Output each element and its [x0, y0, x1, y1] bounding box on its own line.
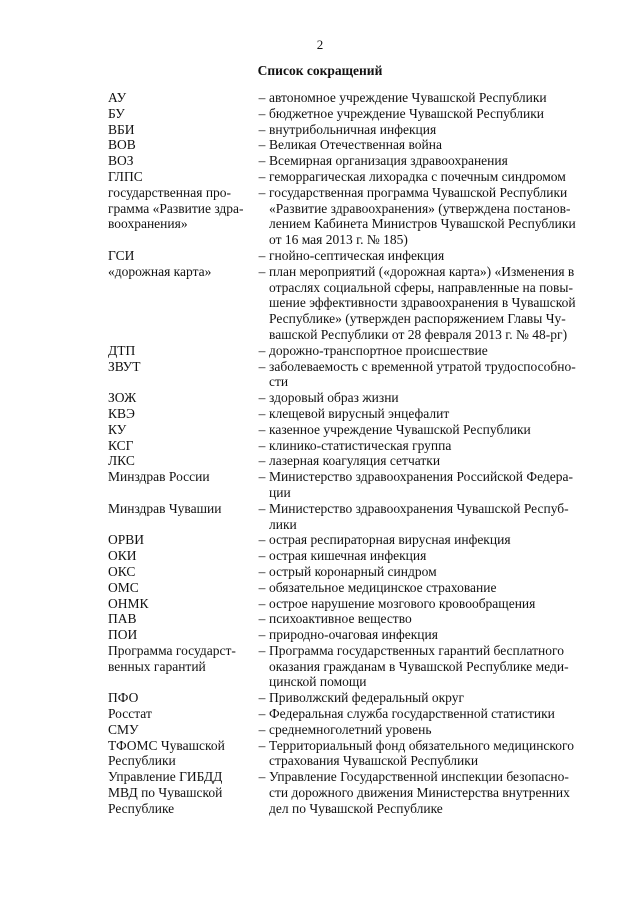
abbreviation-row: [108, 627, 598, 643]
abbreviation-term: Минздрав Чувашии: [108, 500, 222, 516]
abbreviation-term: ОРВИ: [108, 532, 145, 548]
dash-separator: –: [258, 105, 266, 121]
abbreviation-row: [108, 422, 598, 438]
dash-separator: –: [258, 469, 266, 485]
abbreviation-term: ДТП: [108, 342, 136, 358]
abbreviation-definition: Всемирная организация здравоохранения: [269, 153, 508, 169]
dash-separator: –: [258, 627, 266, 643]
dash-separator: –: [258, 390, 266, 406]
abbreviation-term: КСГ: [108, 437, 134, 453]
abbreviation-row: [108, 343, 598, 359]
abbreviation-definition: Министерство здравоохранения Российской Федера- ции: [269, 469, 573, 500]
page-number: 2: [316, 37, 324, 52]
abbreviation-definition: природно-очаговая инфекция: [269, 627, 438, 643]
abbreviation-definition: геморрагическая лихорадка с почечным синдромом: [269, 168, 566, 184]
abbreviation-term: ЛКС: [108, 453, 135, 469]
abbreviation-term: ВБИ: [108, 121, 135, 137]
dash-separator: –: [258, 184, 266, 200]
abbreviation-term: ЗВУТ: [108, 358, 141, 374]
abbreviation-row: [108, 501, 598, 533]
dash-separator: –: [258, 137, 266, 153]
abbreviation-row: [108, 548, 598, 564]
abbreviation-term: ТФОМС Чувашской Республики: [108, 737, 225, 769]
abbreviation-term: СМУ: [108, 721, 139, 737]
abbreviation-row: [108, 532, 598, 548]
abbreviation-definition: план мероприятий («дорожная карта») «Изменения в отраслях социальной сферы, направленные на повы- шение эффективности здравоохранения в Чувашской Республике» (утвержден распоряжением Главы Чу- вашской Республики от 28 февраля 2013 г. № 48-рг): [269, 263, 576, 342]
abbreviation-row: [108, 106, 598, 122]
abbreviation-list: [108, 90, 598, 817]
abbreviation-row: [108, 769, 598, 816]
abbreviation-term: ОКИ: [108, 548, 137, 564]
dash-separator: –: [258, 721, 266, 737]
abbreviation-definition: острый коронарный синдром: [269, 563, 437, 579]
abbreviation-row: [108, 643, 598, 690]
abbreviation-term: Программа государст- венных гарантий: [108, 642, 236, 674]
abbreviation-term: Минздрав России: [108, 469, 210, 485]
abbreviation-term: ВОВ: [108, 137, 136, 153]
abbreviation-term: ГЛПС: [108, 168, 143, 184]
dash-separator: –: [258, 548, 266, 564]
dash-separator: –: [258, 153, 266, 169]
abbreviation-term: КВЭ: [108, 405, 135, 421]
abbreviation-row: [108, 722, 598, 738]
abbreviation-row: [108, 738, 598, 770]
dash-separator: –: [258, 611, 266, 627]
dash-separator: –: [258, 563, 266, 579]
abbreviation-definition: обязательное медицинское страхование: [269, 579, 497, 595]
abbreviation-term: ЗОЖ: [108, 390, 137, 406]
dash-separator: –: [258, 263, 266, 279]
abbreviation-definition: среднемноголетний уровень: [269, 721, 432, 737]
abbreviation-row: [108, 137, 598, 153]
dash-separator: –: [258, 737, 266, 753]
abbreviation-row: [108, 185, 598, 248]
abbreviation-definition: Управление Государственной инспекции безопасно- сти дорожного движения Министерства внутренних дел по Чувашской Республике: [269, 769, 570, 816]
dash-separator: –: [258, 453, 266, 469]
abbreviation-term: КУ: [108, 421, 127, 437]
abbreviation-term: БУ: [108, 105, 125, 121]
dash-separator: –: [258, 168, 266, 184]
abbreviation-row: [108, 596, 598, 612]
abbreviation-term: «дорожная карта»: [108, 263, 212, 279]
abbreviation-definition: внутрибольничная инфекция: [269, 121, 437, 137]
abbreviation-definition: бюджетное учреждение Чувашской Республики: [269, 105, 545, 121]
abbreviation-definition: автономное учреждение Чувашской Республики: [269, 90, 547, 105]
abbreviation-definition: Территориальный фонд обязательного медицинского страхования Чувашской Республики: [269, 737, 575, 769]
abbreviation-term: ОКС: [108, 563, 136, 579]
abbreviation-row: [108, 90, 598, 106]
dash-separator: –: [258, 358, 266, 374]
abbreviation-term: ОНМК: [108, 595, 149, 611]
abbreviation-definition: Федеральная служба государственной статистики: [269, 706, 555, 722]
dash-separator: –: [258, 532, 266, 548]
abbreviation-row: [108, 438, 598, 454]
dash-separator: –: [258, 121, 266, 137]
abbreviation-row: [108, 248, 598, 264]
abbreviation-term: ГСИ: [108, 247, 135, 263]
abbreviation-definition: Великая Отечественная война: [269, 137, 442, 153]
dash-separator: –: [258, 500, 266, 516]
abbreviation-definition: Программа государственных гарантий бесплатного оказания гражданам в Чувашской Республике меди- цинской помощи: [269, 642, 569, 690]
abbreviation-row: [108, 169, 598, 185]
abbreviation-definition: острое нарушение мозгового кровообращения: [269, 595, 536, 611]
abbreviation-term: ПОИ: [108, 627, 138, 643]
abbreviation-row: [108, 580, 598, 596]
abbreviation-row: [108, 469, 598, 501]
abbreviation-definition: лазерная коагуляция сетчатки: [269, 453, 441, 469]
dash-separator: –: [258, 421, 266, 437]
abbreviation-term: ОМС: [108, 579, 139, 595]
dash-separator: –: [258, 706, 266, 722]
abbreviation-definition: здоровый образ жизни: [269, 390, 399, 406]
abbreviation-definition: клещевой вирусный энцефалит: [269, 405, 450, 421]
abbreviation-term: АУ: [108, 90, 127, 105]
abbreviation-definition: дорожно-транспортное происшествие: [269, 342, 488, 358]
abbreviation-term: ПФО: [108, 690, 139, 706]
dash-separator: –: [258, 642, 266, 658]
abbreviation-row: [108, 359, 598, 391]
dash-separator: –: [258, 342, 266, 358]
abbreviation-row: [108, 390, 598, 406]
abbreviation-row: [108, 453, 598, 469]
abbreviation-definition: Министерство здравоохранения Чувашской Респуб- лики: [269, 500, 569, 532]
abbreviation-definition: Приволжский федеральный округ: [269, 690, 465, 706]
dash-separator: –: [258, 595, 266, 611]
abbreviation-definition: клинико-статистическая группа: [269, 437, 452, 453]
abbreviation-term: государственная про- грамма «Развитие здра- воохранения»: [108, 184, 244, 232]
abbreviation-definition: острая кишечная инфекция: [269, 548, 427, 564]
abbreviation-row: [108, 706, 598, 722]
abbreviation-row: [108, 122, 598, 138]
abbreviation-term: Росстат: [108, 706, 152, 722]
abbreviation-row: [108, 153, 598, 169]
abbreviation-term: ПАВ: [108, 611, 137, 627]
dash-separator: –: [258, 437, 266, 453]
abbreviation-definition: острая респираторная вирусная инфекция: [269, 532, 511, 548]
abbreviation-definition: психоактивное вещество: [269, 611, 412, 627]
abbreviation-definition: заболеваемость с временной утратой трудоспособно- сти: [269, 358, 576, 390]
dash-separator: –: [258, 769, 266, 785]
page-title: Список сокращений: [257, 63, 383, 78]
abbreviation-row: [108, 564, 598, 580]
dash-separator: –: [258, 579, 266, 595]
abbreviation-term: ВОЗ: [108, 153, 134, 169]
abbreviation-definition: казенное учреждение Чувашской Республики: [269, 421, 531, 437]
abbreviation-definition: гнойно-септическая инфекция: [269, 247, 445, 263]
abbreviation-row: [108, 264, 598, 343]
dash-separator: –: [258, 90, 266, 105]
abbreviation-row: [108, 611, 598, 627]
abbreviation-term: Управление ГИБДД МВД по Чувашской Республике: [108, 769, 223, 816]
abbreviation-row: [108, 406, 598, 422]
abbreviation-definition: государственная программа Чувашской Республики «Развитие здравоохранения» (утверждена постанов- лением Кабинета Министров Чувашской Республики от 16 мая 2013 г. № 185): [269, 184, 576, 248]
abbreviation-row: [108, 690, 598, 706]
dash-separator: –: [258, 247, 266, 263]
dash-separator: –: [258, 690, 266, 706]
dash-separator: –: [258, 405, 266, 421]
